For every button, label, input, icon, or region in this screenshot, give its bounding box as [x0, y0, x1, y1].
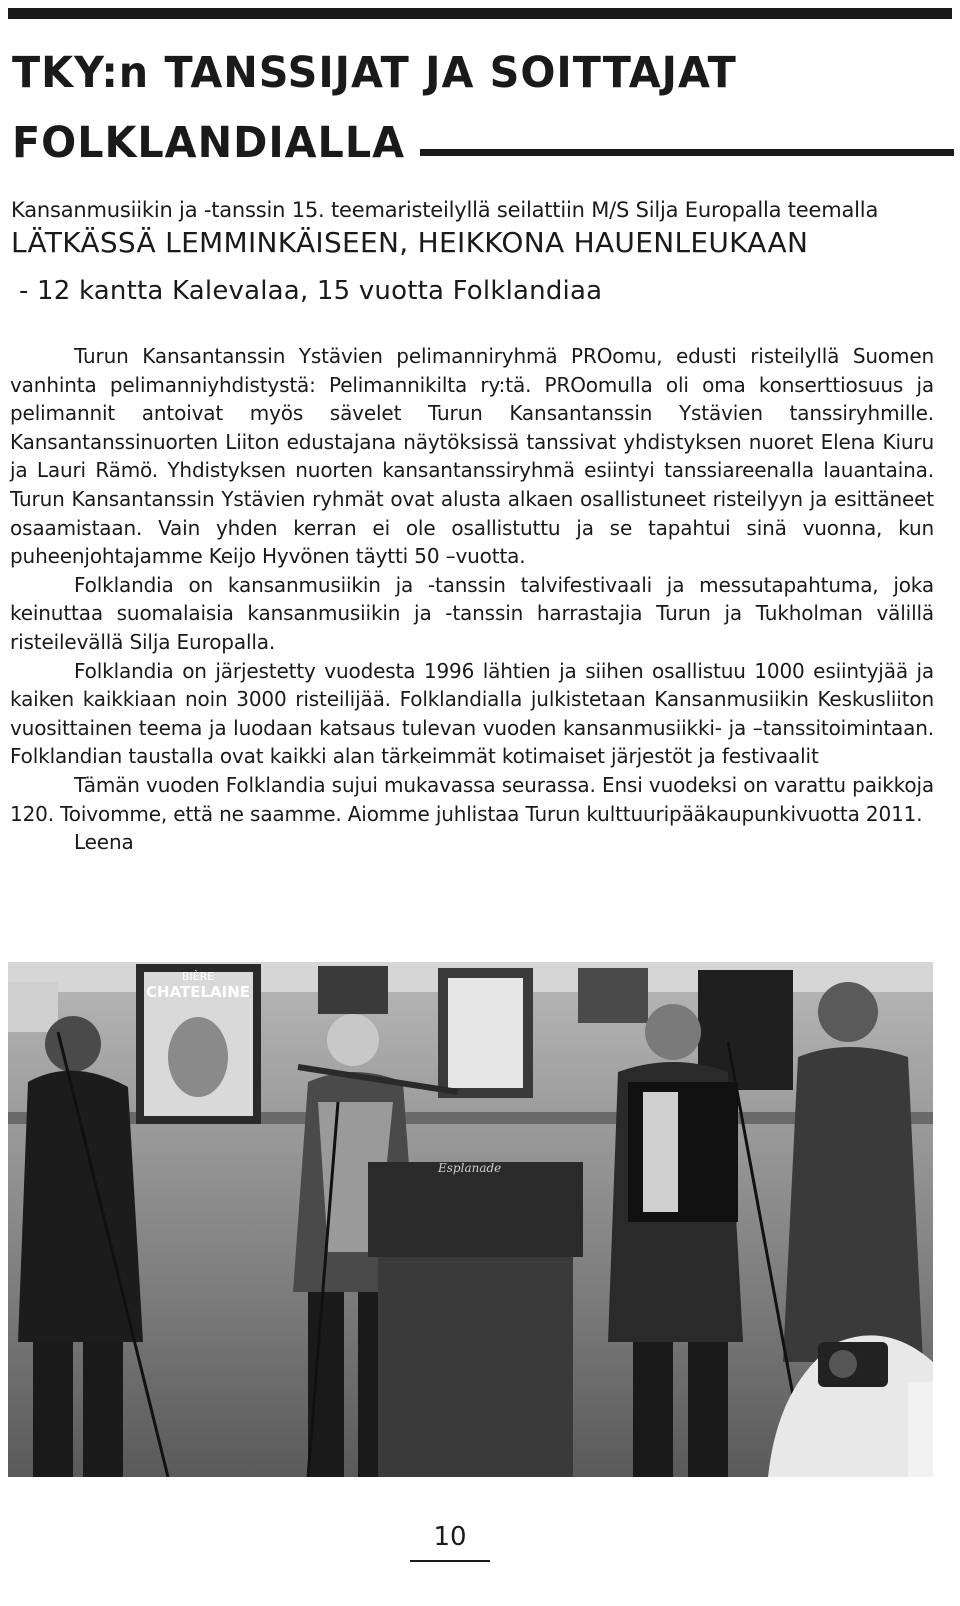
article-body — [10, 342, 934, 857]
wall-window — [8, 982, 58, 1032]
page-number: 10 — [433, 1522, 467, 1552]
article-title — [12, 38, 905, 178]
paragraph-4: Tämän vuoden Folklandia sujui mukavassa seurassa. Ensi vuodeksi on varattu paikkoja 120. Toivomme, että ne saamme. Aiomme juhlistaa Turun kulttuuripääkaupunkivuotta 2011. — [10, 772, 934, 826]
title-rule — [420, 149, 954, 156]
poster-text-2: CHATELAINE — [145, 983, 251, 1001]
title-line-2: FOLKLANDIALLA — [12, 118, 405, 168]
photo-illustration — [8, 962, 933, 1477]
signature: Leena — [74, 830, 134, 855]
paragraph-2: Folklandia on kansanmusiikin ja -tanssin talvifestivaali ja messutapahtuma, joka keinuttaa suomalaisia kansanmusiikin ja -tanssin harrastajia Turun ja Tukholman välillä risteilevällä Silja Europalla. — [10, 572, 934, 654]
title-line-1: TKY:n TANSSIJAT JA SOITTAJAT — [12, 48, 737, 98]
band-photo — [8, 962, 933, 1477]
paragraph-1: Turun Kansantanssin Ystävien pelimanniryhmä PROomu, edusti risteilyllä Suomen vanhinta pelimanniyhdistystä: Pelimannikilta ry:tä. PROomulla oli oma konserttiosuus ja pelimannit antoivat myös sävelet Turun Kansantanssin Ystävien tanssiryhmille. Kansantanssinuorten Liiton edustajana näytöksissä tanssivat yhdistyksen nuoret Elena Kiuru ja Lauri Rämö. Yhdistyksen nuorten kansantanssiryhmä esiintyi tanssiareenalla lauantaina. Turun Kansantanssin Ystävien ryhmät ovat alusta alkaen osallistuneet risteilyyn ja esittäneet osaamistaan. Vain yhden kerran ei ole osallistuttu ja se tapahtui sinä vuonna, kun puheenjohtajamme Keijo Hyvönen täytti 50 –vuotta. — [10, 344, 934, 569]
wall-frame — [578, 968, 648, 1023]
stage-podium — [368, 1161, 583, 1477]
wall-frame-picture — [448, 978, 523, 1088]
theme-subtitle: LÄTKÄSSÄ LEMMINKÄISEEN, HEIKKONA HAUENLEUKAAN — [11, 226, 809, 259]
beer-poster — [136, 964, 261, 1124]
intro-text: Kansanmusiikin ja -tanssin 15. teemaristeilyllä seilattiin M/S Silja Europalla teemalla — [11, 198, 879, 222]
sign-text: Esplanade — [438, 1161, 502, 1175]
page-number-rule — [410, 1560, 490, 1562]
theme-subtitle-2: - 12 kantta Kalevalaa, 15 vuotta Folklandiaa — [19, 276, 603, 306]
paragraph-3: Folklandia on järjestetty vuodesta 1996 lähtien ja siihen osallistuu 1000 esiintyjää ja kaiken kaikkiaan noin 3000 risteilijää. Folklandialla julkistetaan Kansanmusiikin Keskusliiton vuosittainen teema ja luodaan katsaus tulevan vuoden kansanmusiikki- ja –tanssitoimintaan. Folklandian taustalla ovat kaikki alan tärkeimmät kotimaiset järjestöt ja festivaalit — [10, 658, 934, 769]
poster-text-1: BIÈRE — [181, 970, 215, 983]
wall-frame — [318, 966, 388, 1014]
top-rule — [8, 8, 952, 19]
photo-highlight — [908, 1382, 933, 1477]
